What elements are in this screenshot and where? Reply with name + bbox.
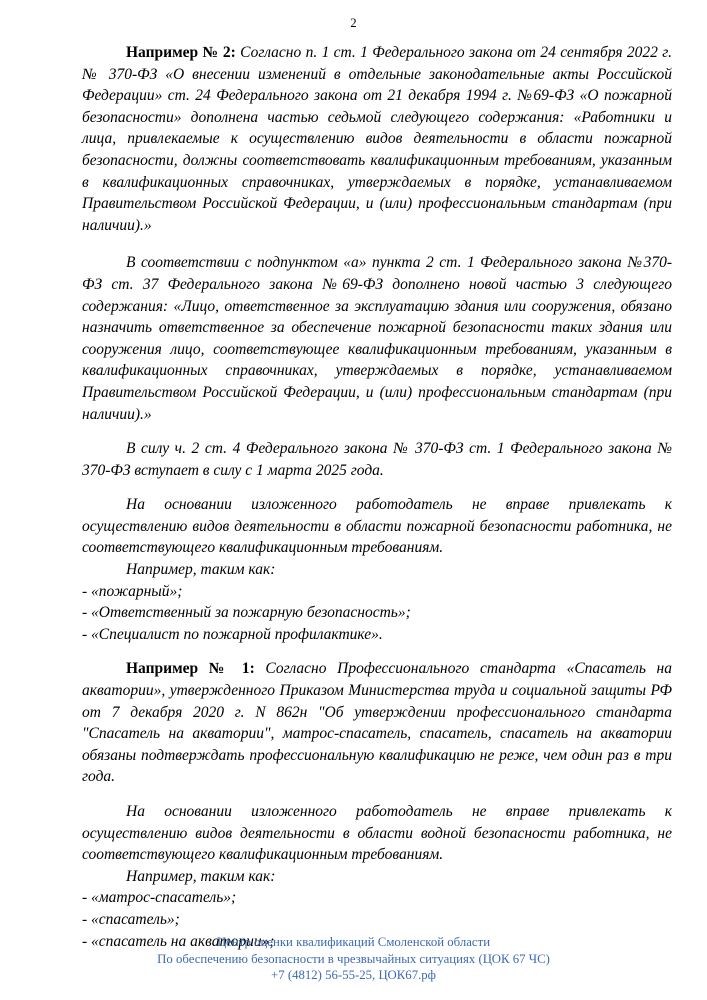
list-intro: Например, таким как: bbox=[126, 561, 276, 579]
list-item: - «матрос-спасатель»; bbox=[82, 889, 237, 907]
paragraph-effective-date: В силу ч. 2 ст. 4 Федерального закона № 370-ФЗ ст. 1 Федерального закона № 370-ФЗ вступает в силу с 1 марта 2025 года. bbox=[82, 440, 672, 479]
example-2-heading: Например № 2: bbox=[126, 44, 236, 61]
footer-organization: Центр оценки квалификаций Смоленской области bbox=[216, 935, 491, 949]
document-body bbox=[82, 42, 672, 952]
page-footer bbox=[0, 934, 707, 984]
paragraph-example-2 bbox=[82, 42, 672, 236]
paragraph-conclusion-fire: На основании изложенного работодатель не вправе привлекать к осуществлению видов деятельности в области пожарной безопасности работника, не соответствующего квалификационным требованиям. bbox=[82, 496, 672, 557]
footer-subtitle: По обеспечению безопасности в чрезвычайных ситуациях (ЦОК 67 ЧС) bbox=[157, 951, 550, 966]
paragraph-example-1 bbox=[82, 658, 672, 788]
footer-contacts: +7 (4812) 56-55-25, ЦОК67.рф bbox=[271, 968, 436, 982]
list-intro: Например, таким как: bbox=[126, 867, 276, 885]
list-item: - «спасатель»; bbox=[82, 910, 180, 928]
list-item: - «Специалист по пожарной профилактике». bbox=[82, 625, 383, 643]
list-item: - «пожарный»; bbox=[82, 582, 183, 600]
list-item: - «спасатель на акватории»; bbox=[82, 932, 275, 950]
paragraph-conclusion-water: На основании изложенного работодатель не вправе привлекать к осуществлению видов деятельности в области водной безопасности работника, не соответствующего квалификационным требованиям. bbox=[82, 803, 672, 864]
list-item: - «Ответственный за пожарную безопасность»; bbox=[82, 604, 411, 622]
page-number: 2 bbox=[350, 16, 357, 30]
example-1-text: Согласно Профессионального стандарта «Спасатель на акватории», утвержденного Приказом Министерства труда и социальной защиты РФ от 7 декабря 2020 г. N 862н "Об утверждении профессионального стандарта "Спасатель на акватории", матрос-спасатель, спасатель, спасатель на акватории обязаны подтверждать профессиональную квалификацию не реже, чем один раз в три года. bbox=[82, 660, 672, 786]
fire-positions-list bbox=[82, 559, 672, 645]
paragraph-article-37: В соответствии с подпунктом «а» пункта 2 ст. 1 Федерального закона №370-ФЗ ст. 37 Федерального закона №69-ФЗ дополнено новой частью 3 следующего содержания: «Лицо, ответственное за эксплуатацию здания или сооружения, обязано назначить ответственное за обеспечение пожарной безопасности таких здания или сооружения лицо, соответствующее квалификационным требованиям, указанным в квалификационных справочниках, утверждаемых в порядке, устанавливаемом Правительством Российской Федерации, и (или) профессиональным стандартам (при наличии).» bbox=[82, 254, 672, 423]
example-2-text: Согласно п. 1 ст. 1 Федерального закона от 24 сентября 2022 г. № 370-ФЗ «О внесении изменений в отдельные законодательные акты Российской Федерации» ст. 24 Федерального закона от 21 декабря 1994 г. №69-ФЗ «О пожарной безопасности» дополнена частью седьмой следующего содержания: «Работники и лица, привлекаемые к осуществлению видов деятельности в области пожарной безопасности, должны соответствовать квалификационным требованиям, указанным в квалификационных справочниках, утверждаемых в порядке, устанавливаемом Правительством Российской Федерации, и (или) профессиональным стандартам (при наличии).» bbox=[82, 44, 672, 234]
example-1-heading: Например № 1: bbox=[126, 660, 255, 678]
